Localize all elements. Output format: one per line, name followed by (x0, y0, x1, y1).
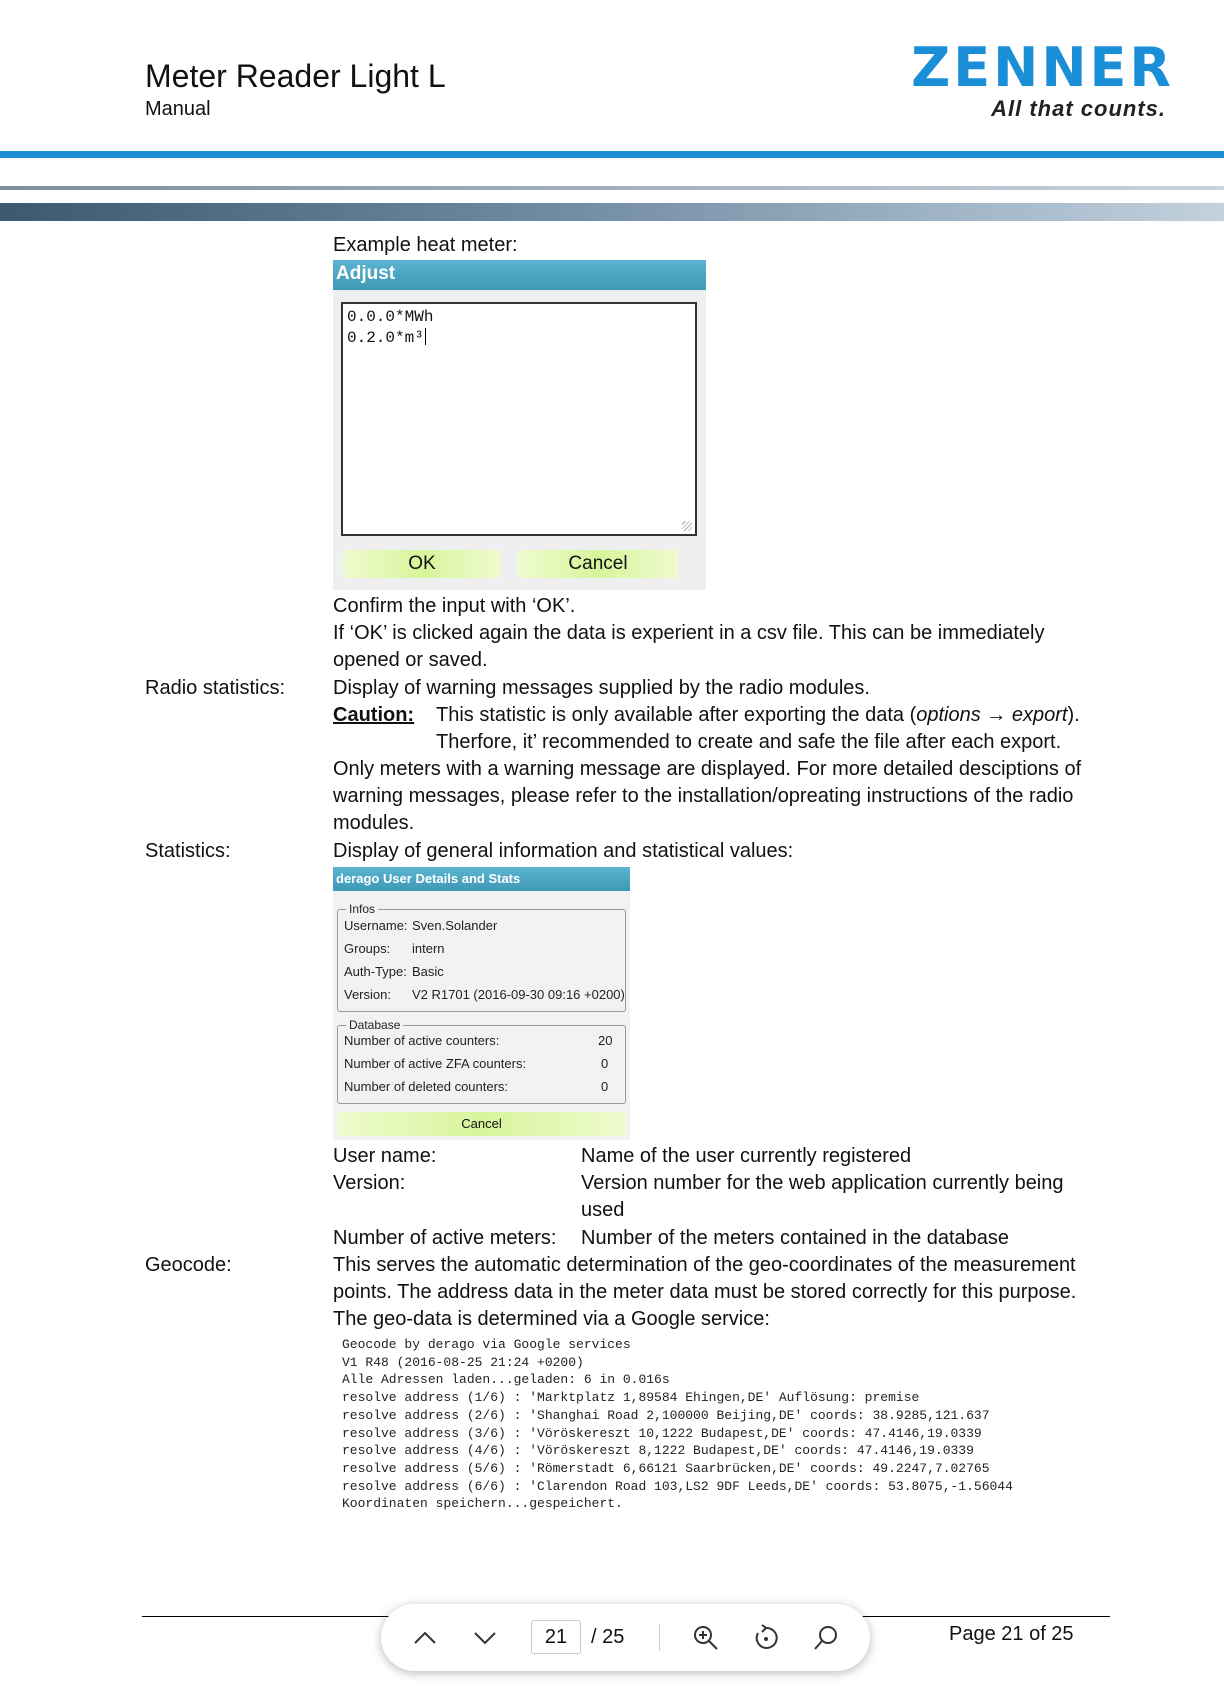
geocode-log-line: resolve address (5/6) : 'Römerstadt 6,66121 Saarbrücken,DE' coords: 49.2247,7.02765 (342, 1460, 990, 1476)
header-band-blue (0, 151, 1224, 158)
db-deleted-key: Number of deleted counters: (344, 1079, 509, 1094)
user-stats-dialog-title: derago User Details and Stats (333, 867, 630, 891)
info-authtype-key: Auth-Type: (344, 964, 407, 979)
heat-meter-after-3: opened or saved. (333, 649, 488, 671)
heat-meter-intro: Example heat meter: (333, 234, 518, 256)
info-groups-value: intern (412, 941, 445, 956)
geocode-desc-2: points. The address data in the meter data must be stored correctly for this purpose. (333, 1281, 1077, 1303)
radio-more-2: warning messages, please refer to the installation/opreating instructions of the radio (333, 785, 1074, 807)
pdf-page-toolbar (381, 1604, 870, 1671)
caution-text-2: Therfore, it’ recommended to create and safe the file after each export. (436, 731, 1062, 753)
db-active-value: 20 (598, 1033, 613, 1048)
next-page-icon[interactable] (471, 1624, 499, 1652)
database-legend: Database (346, 1017, 403, 1033)
zenner-logo (884, 36, 1174, 121)
geocode-log-line: resolve address (3/6) : 'Vöröskereszt 10,1222 Budapest,DE' coords: 47.4146,19.0339 (342, 1425, 982, 1441)
infos-fieldset (337, 902, 626, 1012)
adjust-textarea[interactable] (341, 302, 697, 536)
radio-statistics-label: Radio statistics: (145, 677, 286, 699)
radio-more-3: modules. (333, 812, 415, 834)
rotate-icon[interactable] (752, 1624, 780, 1652)
header-band-grey (0, 186, 1224, 190)
page-total: / 25 (591, 1626, 625, 1648)
page-number-input[interactable]: 21 (531, 1620, 581, 1654)
geocode-log-line: resolve address (2/6) : 'Shanghai Road 2,100000 Beijing,DE' coords: 38.9285,121.637 (342, 1407, 990, 1423)
geocode-label: Geocode: (145, 1254, 232, 1276)
infos-legend: Infos (346, 901, 378, 917)
resize-grip-icon[interactable] (682, 521, 692, 531)
radio-statistics-desc: Display of warning messages supplied by the radio modules. (333, 677, 870, 699)
db-zfa-value: 0 (601, 1056, 609, 1071)
page-number: Page 21 of 25 (949, 1623, 1074, 1645)
zoom-in-icon[interactable] (692, 1624, 720, 1652)
cancel-button[interactable]: Cancel (518, 550, 678, 578)
geocode-log-line: resolve address (6/6) : 'Clarendon Road 103,LS2 9DF Leeds,DE' coords: 53.8075,-1.56044 (342, 1478, 1013, 1494)
info-username-key: Username: (344, 918, 408, 933)
def-version-desc: Version number for the web application currently being (581, 1172, 1064, 1194)
info-version-key: Version: (344, 987, 391, 1002)
statistics-desc: Display of general information and statistical values: (333, 840, 794, 862)
info-username-value: Sven.Solander (412, 918, 498, 933)
document-title: Meter Reader Light L (145, 58, 446, 94)
geocode-desc-1: This serves the automatic determination of the geo-coordinates of the measurement (333, 1254, 1076, 1276)
def-active-meters-term: Number of active meters: (333, 1227, 557, 1249)
stats-cancel-button[interactable]: Cancel (337, 1112, 626, 1136)
caution-label: Caution: (333, 704, 415, 726)
info-version-value: V2 R1701 (2016-09-30 09:16 +0200) (412, 987, 625, 1002)
radio-more-1: Only meters with a warning message are displayed. For more detailed desciptions of (333, 758, 1082, 780)
db-active-key: Number of active counters: (344, 1033, 500, 1048)
def-active-meters-desc: Number of the meters contained in the database (581, 1227, 1010, 1249)
geocode-log-line: V1 R48 (2016-08-25 21:24 +0200) (342, 1354, 584, 1370)
heat-meter-after-2: If ‘OK’ is clicked again the data is experient in a csv file. This can be immediately (333, 622, 1045, 644)
previous-page-icon[interactable] (411, 1624, 439, 1652)
database-fieldset (337, 1018, 626, 1104)
document-subtitle: Manual (145, 98, 211, 120)
adjust-dialog (333, 260, 706, 590)
def-user-name-desc: Name of the user currently registered (581, 1145, 912, 1167)
def-user-name-term: User name: (333, 1145, 437, 1167)
def-version-desc-2: used (581, 1199, 625, 1221)
logo-tagline: All that counts. (991, 96, 1166, 121)
info-authtype-value: Basic (412, 964, 444, 979)
geocode-log-line: Koordinaten speichern...gespeichert. (342, 1496, 623, 1512)
adjust-line-1: 0.0.0*MWh (347, 308, 434, 326)
footer-rule-left (142, 1616, 391, 1617)
info-groups-key: Groups: (344, 941, 391, 956)
caution-text: This statistic is only available after exporting the data (options → export). (436, 704, 1080, 726)
geocode-desc-3: The geo-data is determined via a Google service: (333, 1308, 770, 1330)
db-deleted-value: 0 (601, 1079, 609, 1094)
geocode-log-line: Alle Adressen laden...geladen: 6 in 0.016s (342, 1372, 670, 1388)
text-cursor (425, 328, 426, 345)
user-stats-dialog (333, 867, 630, 1140)
geocode-log (342, 1336, 1112, 1513)
ok-button[interactable]: OK (343, 550, 501, 578)
adjust-line-2: 0.2.0*m³ (347, 329, 424, 347)
header-band-gradient (0, 203, 1224, 221)
heat-meter-after-1: Confirm the input with ‘OK’. (333, 595, 576, 617)
db-zfa-key: Number of active ZFA counters: (344, 1056, 527, 1071)
adjust-dialog-title: Adjust (333, 260, 706, 290)
geocode-log-line: resolve address (1/6) : 'Marktplatz 1,89584 Ehingen,DE' Auflösung: premise (342, 1390, 920, 1406)
search-icon[interactable] (812, 1624, 840, 1652)
geocode-log-line: Geocode by derago via Google services (342, 1337, 631, 1352)
toolbar-divider (659, 1624, 660, 1651)
footer-rule-right (862, 1616, 1110, 1617)
def-version-term: Version: (333, 1172, 406, 1194)
statistics-label: Statistics: (145, 840, 231, 862)
logo-wordmark: ZENNER (911, 36, 1174, 99)
geocode-log-line: resolve address (4/6) : 'Vöröskereszt 8,1222 Budapest,DE' coords: 47.4146,19.0339 (342, 1443, 974, 1459)
